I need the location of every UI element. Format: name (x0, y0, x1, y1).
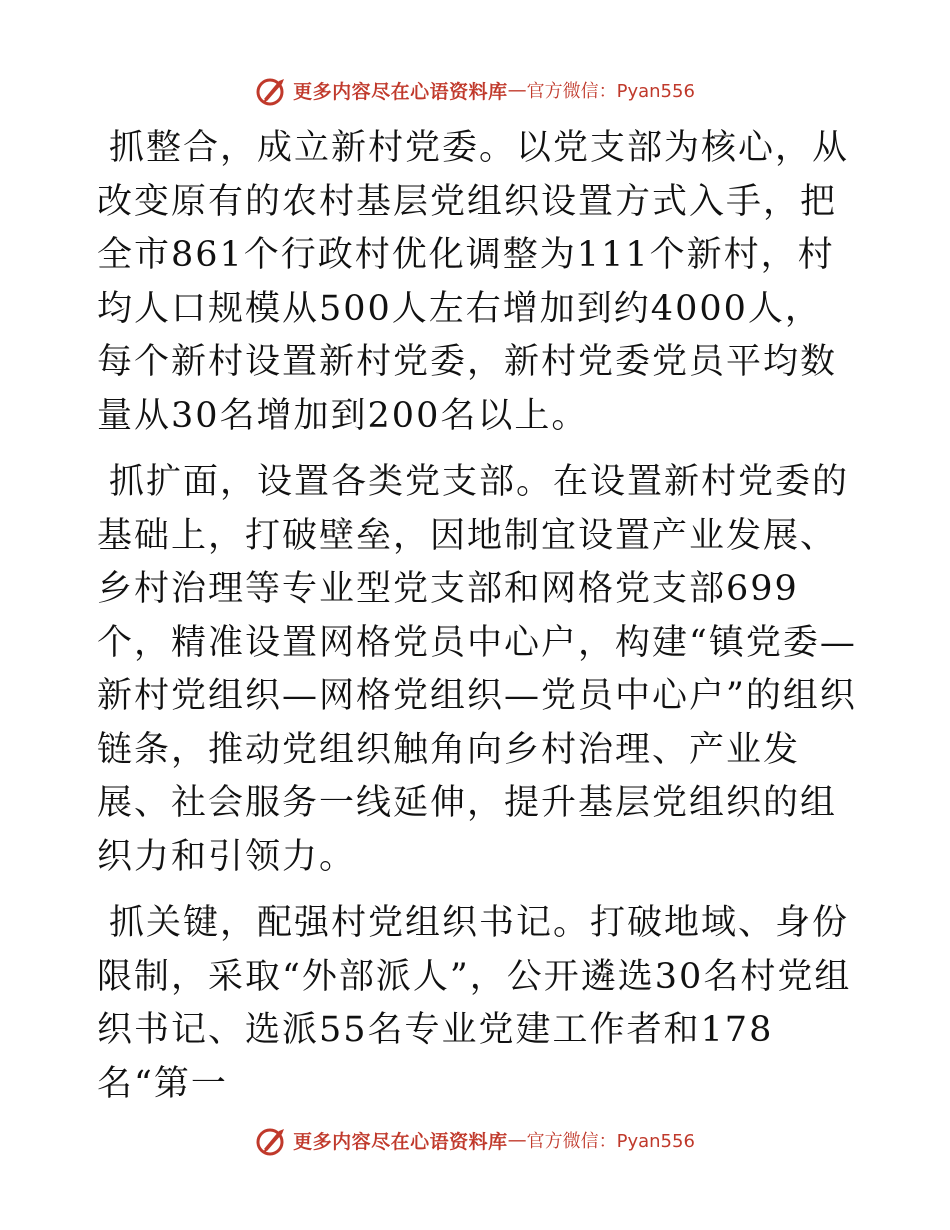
paragraph-3: 抓关键，配强村党组织书记。打破地域、身份限制，采取“外部派人”，公开遴选30名村党组织书记、选派55名专业党建工作者和178名“第一 (97, 903, 852, 1104)
footer-banner (0, 1120, 950, 1160)
paragraph-1: 抓整合，成立新村党委。以党支部为核心，从改变原有的农村基层党组织设置方式入手，把全市861个行政村优化调整为111个新村，村均人口规模从500人左右增加到约4000人，每个新村设置新村党委，新村党委党员平均数量从30名增加到200名以上。 (97, 128, 850, 436)
document-body (97, 122, 857, 1124)
paragraph-2: 抓扩面，设置各类党支部。在设置新村党委的基础上，打破壁垒，因地制宜设置产业发展、乡村治理等专业型党支部和网格党支部699个，精准设置网格党员中心户，构建“镇党委—新村党组织—网格党组织—党员中心户”的组织链条，推动党组织触角向乡村治理、产业发展、社会服务一线延伸，提升基层党组织的组织力和引领力。 (97, 462, 857, 877)
header-site-text: 更多内容尽在心语资料库 (293, 80, 508, 103)
header-separator: — (507, 79, 527, 101)
header-banner (0, 70, 950, 110)
footer-wechat-text: 官方微信：Pyan556 (526, 1131, 695, 1152)
pen-logo-icon (255, 1123, 289, 1157)
header-wechat-text: 官方微信：Pyan556 (526, 81, 695, 102)
pen-logo-icon (255, 73, 289, 107)
footer-separator: — (507, 1129, 527, 1151)
footer-site-text: 更多内容尽在心语资料库 (293, 1130, 508, 1153)
